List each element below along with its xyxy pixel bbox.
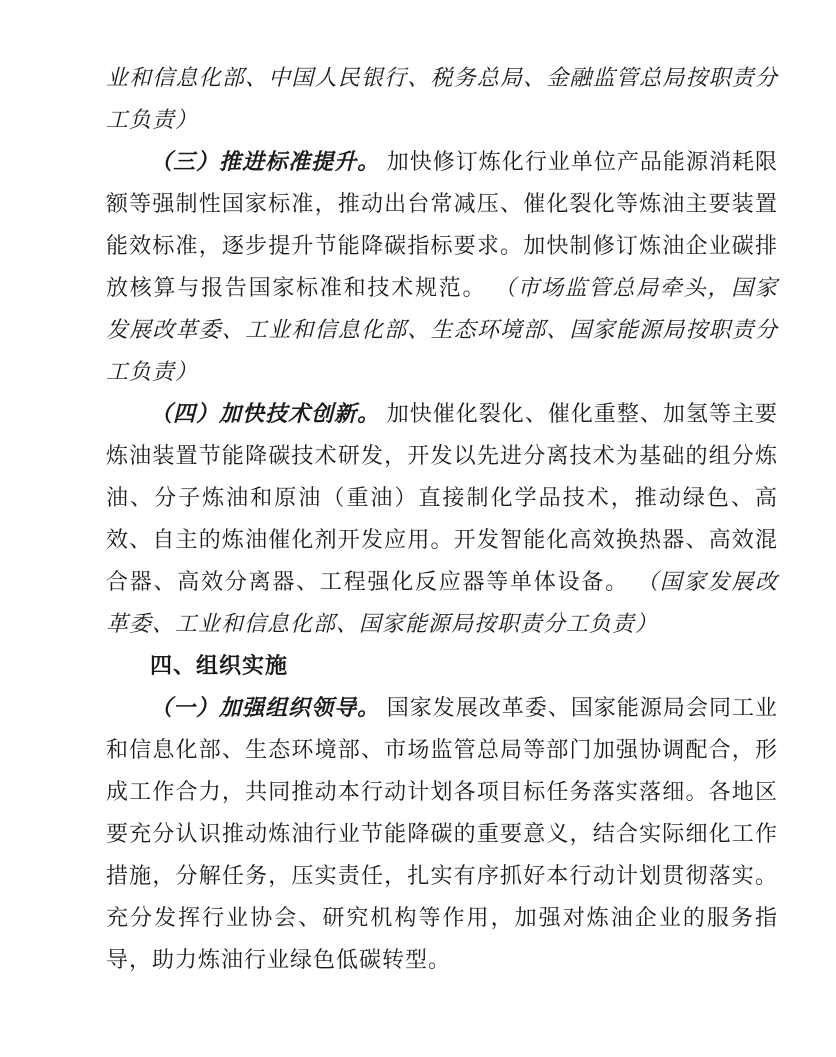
paragraph-continuation	[106, 57, 778, 141]
paragraph-item-4	[106, 393, 778, 645]
item-3-responsibility-clause: （市场监管总局牵头，国家发展改革委、工业和信息化部、生态环境部、国家能源局按职责分工负责）	[106, 275, 778, 384]
item-4-lead-label: （四）加快技术创新。	[150, 401, 381, 426]
item-4-responsibility-clause: （国家发展改革委、工业和信息化部、国家能源局按职责分工负责）	[106, 569, 778, 636]
section-4-heading-text: 四、组织实施	[150, 653, 289, 678]
responsibility-clause-continuation-text: 业和信息化部、中国人民银行、税务总局、金融监管总局按职责分工负责）	[106, 65, 778, 132]
item-3-lead-label: （三）推进标准提升。	[150, 149, 381, 174]
item-3-body-text: 加快修订炼化行业单位产品能源消耗限额等强制性国家标准，推动出台常减压、催化裂化等炼油主要装置能效标准，逐步提升节能降碳指标要求。加快制修订炼油企业碳排放核算与报告国家标准和技术规范。	[106, 149, 778, 300]
paragraph-item-1	[106, 687, 778, 981]
item-1-body-text: 国家发展改革委、国家能源局会同工业和信息化部、生态环境部、市场监管总局等部门加强协调配合，形成工作合力，共同推动本行动计划各项目标任务落实落细。各地区要充分认识推动炼油行业节能降碳的重要意义，结合实际细化工作措施，分解任务，压实责任，扎实有序抓好本行动计划贯彻落实。充分发挥行业协会、研究机构等作用，加强对炼油企业的服务指导，助力炼油行业绿色低碳转型。	[106, 695, 778, 972]
item-4-body-text: 加快催化裂化、催化重整、加氢等主要炼油装置节能降碳技术研发，开发以先进分离技术为基础的组分炼油、分子炼油和原油（重油）直接制化学品技术，推动绿色、高效、自主的炼油催化剂开发应用。开发智能化高效换热器、高效混合器、高效分离器、工程强化反应器等单体设备。	[106, 401, 778, 594]
section-4-heading	[106, 645, 778, 687]
paragraph-item-3	[106, 141, 778, 393]
item-1-lead-label: （一）加强组织领导。	[150, 695, 381, 720]
